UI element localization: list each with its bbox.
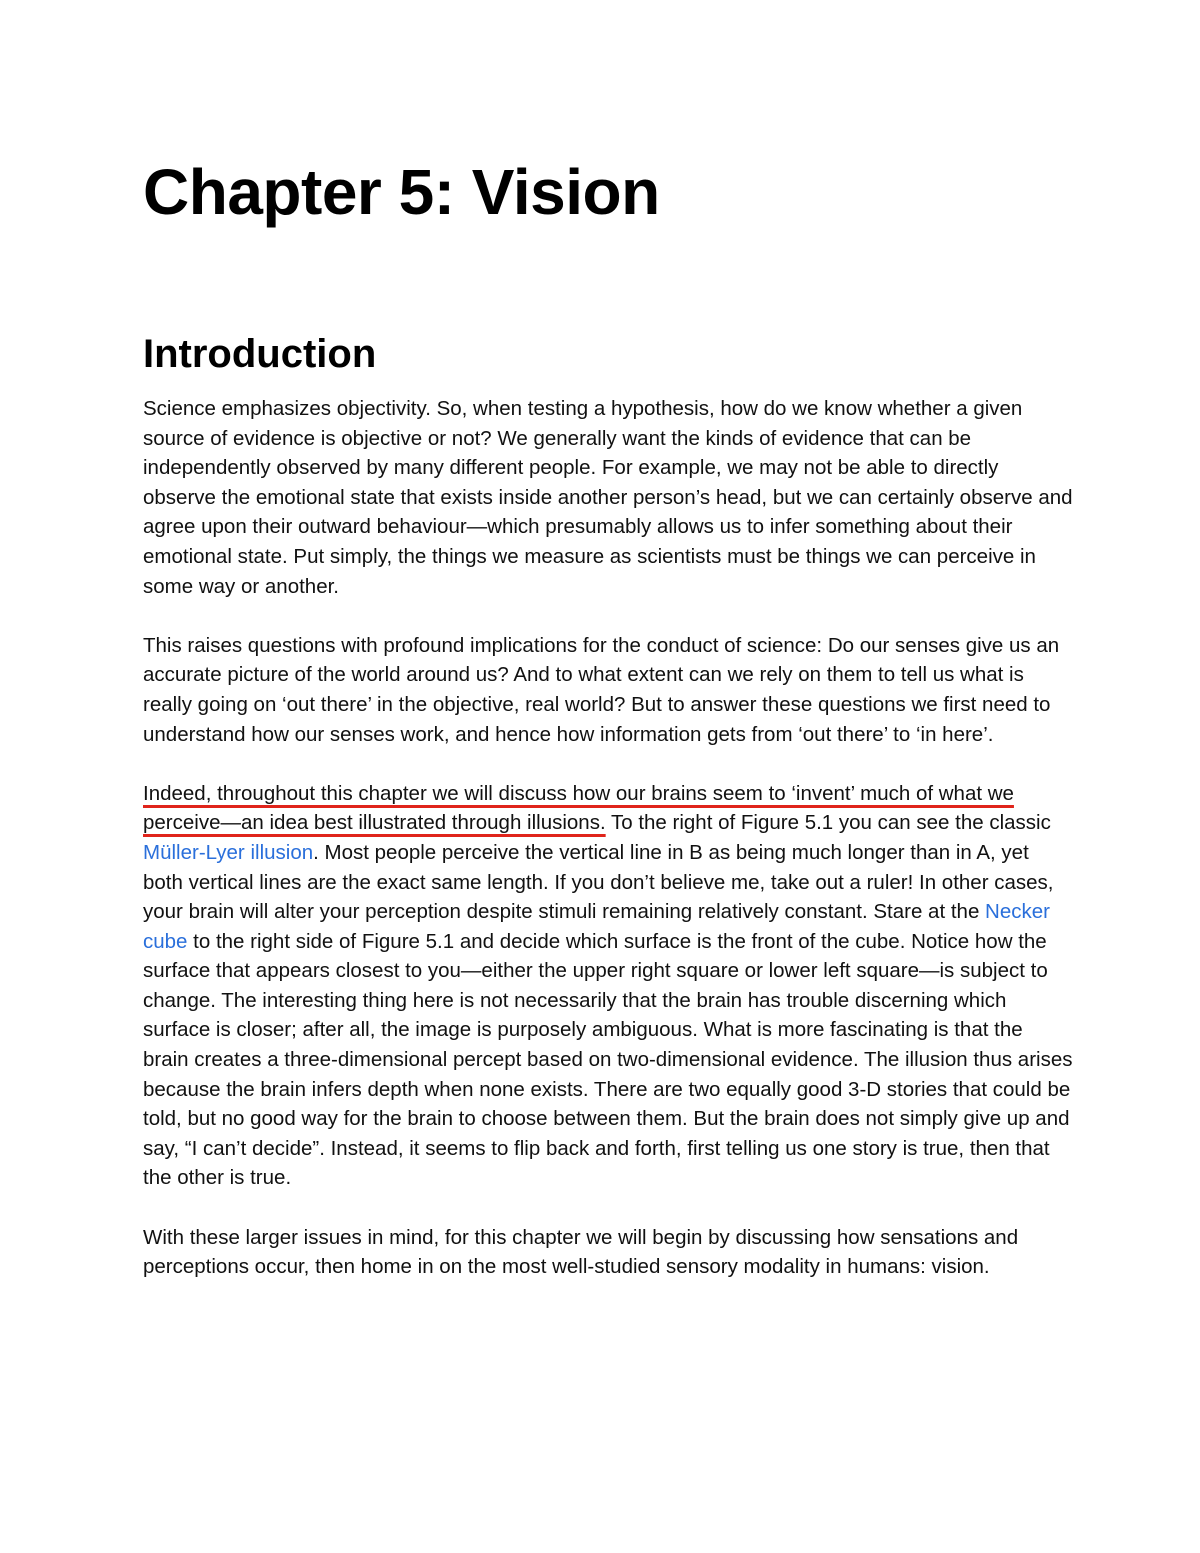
paragraph-objectivity: Science emphasizes objectivity. So, when testing a hypothesis, how do we know whether a given source of evidence is objective or not? We generally want the kinds of evidence that can be independently observed by many different people. For example, we may not be able to directly observe the emotional state that exists inside another person’s head, but we can certainly observe and agree upon their outward behaviour—which presumably allows us to infer something about their emotional state. Put simply, the things we measure as scientists must be things we can perceive in some way or another. <box>143 397 1073 598</box>
chapter-title: Chapter 5: Vision <box>143 156 660 228</box>
paragraph-chapter-plan: With these larger issues in mind, for this chapter we will begin by discussing how sensations and perceptions occur, then home in on the most well-studied sensory modality in humans: vision. <box>143 1225 1019 1279</box>
paragraph-text-segment: . Most people perceive the vertical line in B as being much longer than in A, yet both vertical lines are the exact same length. If you don’t believe me, take out a ruler! In other cases, your brain will alter your perception despite stimuli remaining relatively constant. Stare at the <box>143 840 1054 924</box>
section-heading-introduction: Introduction <box>143 332 377 376</box>
muller-lyer-illusion-link[interactable]: Müller-Lyer illusion <box>143 840 314 864</box>
paragraph-senses-questions: This raises questions with profound implications for the conduct of science: Do our senses give us an accurate picture of the world around us? And to what extent can we rely on them to tell us what is really going on ‘out there’ in the objective, real world? But to answer these questions we first need to understand how our senses work, and hence how information gets from ‘out there’ to ‘in here’. <box>143 633 1060 746</box>
necker-cube-link[interactable]: Necker cube <box>143 900 1050 953</box>
red-underlined-annotation: Indeed, throughout this chapter we will discuss how our brains seem to ‘invent’ much of what we perceive—an idea best illustrated through illusions. <box>143 781 1014 835</box>
paragraph-text-segment: To the right of Figure 5.1 you can see the classic <box>605 811 1051 835</box>
document-page <box>143 150 1073 1282</box>
paragraph-text-segment: to the right side of Figure 5.1 and decide which surface is the front of the cube. Notice how the surface that appears closest to you—either the upper right square or lower left square—is subject to change. The interesting thing here is not necessarily that the brain has trouble discerning which surface is closer; after all, the image is purposely ambiguous. What is more fascinating is that the brain creates a three-dimensional percept based on two-dimensional evidence. The illusion thus arises because the brain infers depth when none exists. There are two equally good 3-D stories that could be told, but no good way for the brain to choose between them. But the brain does not simply give up and say, “I can’t decide”. Instead, it seems to flip back and forth, first telling us one story is true, then that the other is true. <box>143 929 1073 1190</box>
paragraph-illusions <box>143 779 1073 1193</box>
